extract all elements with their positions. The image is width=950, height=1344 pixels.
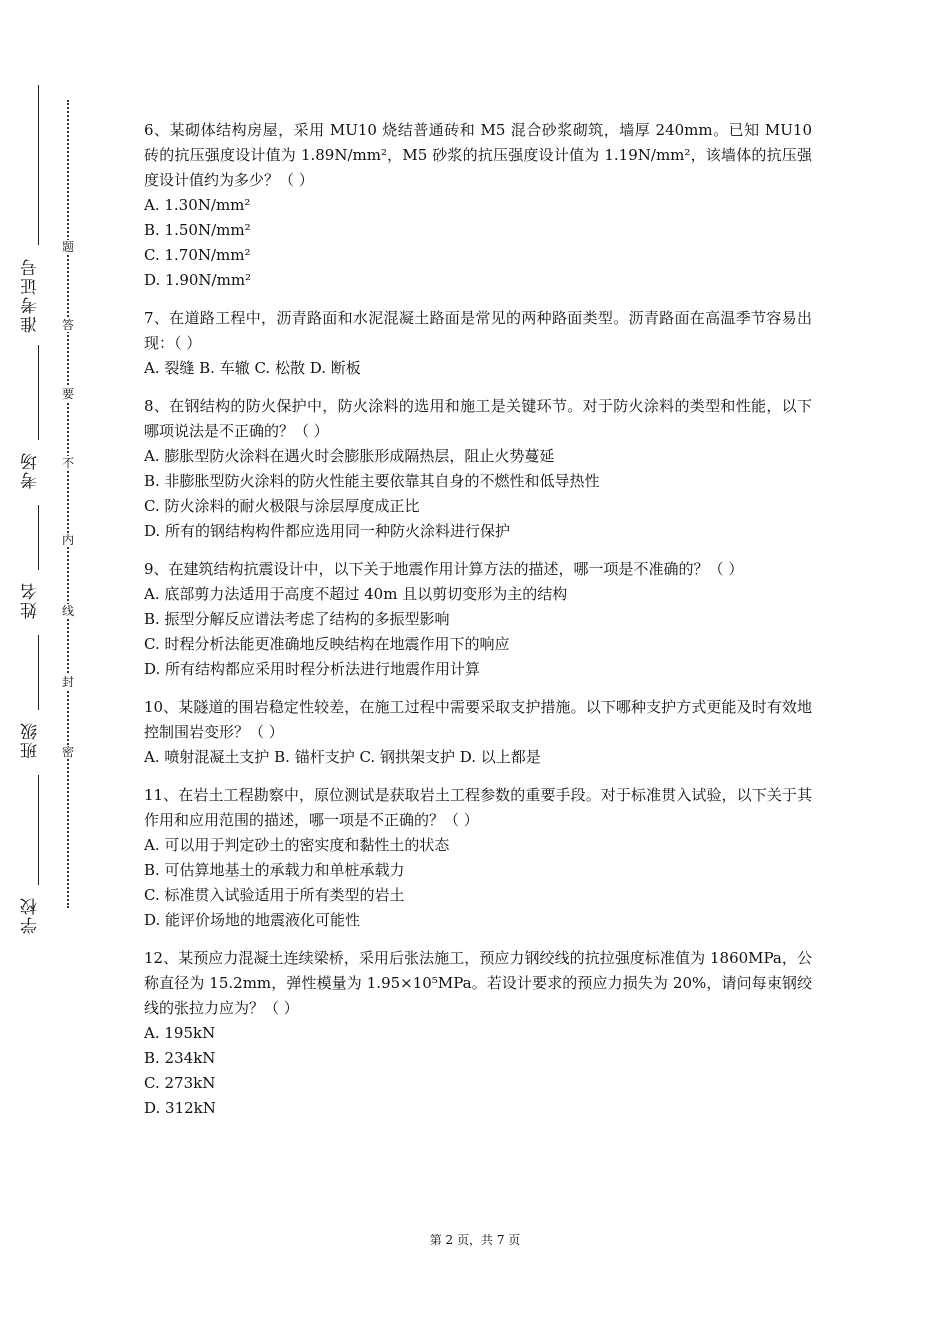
margin-rule bbox=[38, 635, 39, 710]
question-11 bbox=[144, 783, 812, 933]
seal-char: 不 bbox=[58, 456, 78, 470]
inline-options: A. 喷射混凝土支护 B. 锚杆支护 C. 钢拱架支护 D. 以上都是 bbox=[144, 748, 541, 766]
option-d: D. 所有结构都应采用时程分析法进行地震作用计算 bbox=[144, 660, 481, 678]
question-6 bbox=[144, 118, 812, 293]
binding-margin bbox=[0, 0, 90, 1344]
seal-dotted-line bbox=[67, 100, 69, 908]
option-d: D. 所有的钢结构构件都应选用同一种防火涂料进行保护 bbox=[144, 522, 511, 540]
option-a: A. 1.30N/mm² bbox=[144, 196, 251, 214]
question-stem: 6、某砌体结构房屋，采用 MU10 烧结普通砖和 M5 混合砂浆砌筑，墙厚 240mm。已知 MU10 砖的抗压强度设计值为 1.89N/mm²，M5 砂浆的抗压强度设计值为 1.19N/mm²，该墙体的抗压强度设计值约为多少？（ ） bbox=[144, 121, 812, 189]
question-stem: 7、在道路工程中，沥青路面和水泥混凝土路面是常见的两种路面类型。沥青路面在高温季节容易出现：（ ） bbox=[144, 309, 812, 352]
question-stem: 8、在钢结构的防火保护中，防火涂料的选用和施工是关键环节。对于防火涂料的类型和性能，以下哪项说法是不正确的？（ ） bbox=[144, 397, 812, 440]
question-stem: 11、在岩土工程勘察中，原位测试是获取岩土工程参数的重要手段。对于标准贯入试验，以下关于其作用和应用范围的描述，哪一项是不正确的？（ ） bbox=[144, 786, 812, 829]
option-d: D. 1.90N/mm² bbox=[144, 271, 252, 289]
seal-char: 封 bbox=[58, 675, 78, 689]
seal-char: 答 bbox=[58, 318, 78, 332]
option-d: D. 312kN bbox=[144, 1099, 216, 1117]
field-name-label: 姓名 bbox=[21, 581, 41, 619]
option-b: B. 可估算地基土的承载力和单桩承载力 bbox=[144, 861, 405, 879]
field-class-label: 班级 bbox=[21, 721, 41, 759]
margin-rule bbox=[38, 345, 39, 440]
question-7 bbox=[144, 306, 812, 381]
option-c: C. 标准贯入试验适用于所有类型的岩土 bbox=[144, 886, 405, 904]
question-10 bbox=[144, 695, 812, 770]
option-c: C. 1.70N/mm² bbox=[144, 246, 251, 264]
question-stem: 10、某隧道的围岩稳定性较差，在施工过程中需要采取支护措施。以下哪种支护方式更能及时有效地控制围岩变形？（ ） bbox=[144, 698, 812, 741]
option-b: B. 1.50N/mm² bbox=[144, 221, 251, 239]
field-exam-room-label: 考场 bbox=[21, 451, 41, 489]
option-c: C. 防火涂料的耐火极限与涂层厚度成正比 bbox=[144, 497, 420, 515]
seal-char: 密 bbox=[58, 745, 78, 759]
seal-char: 线 bbox=[58, 604, 78, 618]
field-school-label: 学校 bbox=[21, 896, 41, 934]
seal-char: 题 bbox=[58, 240, 78, 254]
margin-rule bbox=[38, 85, 39, 245]
margin-rule bbox=[38, 775, 39, 885]
question-9 bbox=[144, 557, 812, 682]
option-a: A. 底部剪力法适用于高度不超过 40m 且以剪切变形为主的结构 bbox=[144, 585, 568, 603]
page-footer: 第 2 页，共 7 页 bbox=[429, 1233, 521, 1247]
option-b: B. 非膨胀型防火涂料的防火性能主要依靠其自身的不燃性和低导热性 bbox=[144, 472, 600, 490]
option-a: A. 膨胀型防火涂料在遇火时会膨胀形成隔热层，阻止火势蔓延 bbox=[144, 447, 555, 465]
option-c: C. 273kN bbox=[144, 1074, 216, 1092]
option-b: B. 234kN bbox=[144, 1049, 216, 1067]
field-exam-id-label: 准考证号 bbox=[21, 257, 41, 333]
question-list bbox=[144, 118, 812, 1134]
seal-char: 要 bbox=[58, 387, 78, 401]
option-b: B. 振型分解反应谱法考虑了结构的多振型影响 bbox=[144, 610, 450, 628]
question-8 bbox=[144, 394, 812, 544]
option-c: C. 时程分析法能更准确地反映结构在地震作用下的响应 bbox=[144, 635, 510, 653]
question-stem: 12、某预应力混凝土连续梁桥，采用后张法施工，预应力钢绞线的抗拉强度标准值为 1860MPa，公称直径为 15.2mm，弹性模量为 1.95×10⁵MPa。若设计要求的预应力损失为 20%，请问每束钢绞线的张拉力应为？（ ） bbox=[144, 949, 812, 1017]
option-a: A. 可以用于判定砂土的密实度和黏性土的状态 bbox=[144, 836, 450, 854]
option-d: D. 能评价场地的地震液化可能性 bbox=[144, 911, 361, 929]
inline-options: A. 裂缝 B. 车辙 C. 松散 D. 断板 bbox=[144, 359, 361, 377]
margin-rule bbox=[38, 505, 39, 570]
seal-char: 内 bbox=[58, 533, 78, 547]
question-stem: 9、在建筑结构抗震设计中，以下关于地震作用计算方法的描述，哪一项是不准确的？（ ） bbox=[144, 560, 744, 578]
option-a: A. 195kN bbox=[144, 1024, 216, 1042]
question-12 bbox=[144, 946, 812, 1121]
